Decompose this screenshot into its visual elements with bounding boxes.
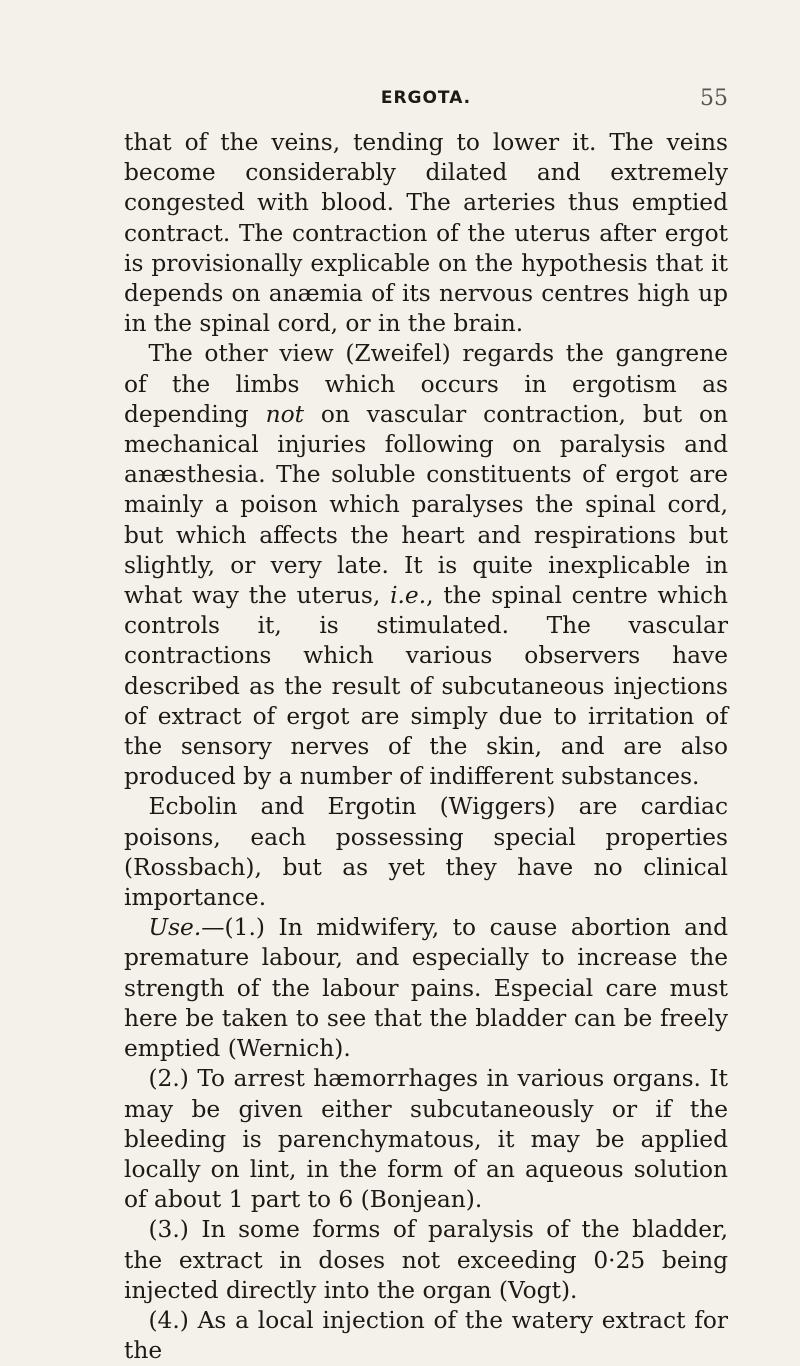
paragraph-use-2: (2.) To arrest hæmorrhages in various organs. It may be given either subcutaneously or if the bleeding is parenchymatous, it may be applied locally on lint, in the form of an aqueous solution of about 1 part to 6 (Bonjean). [124,1065,728,1214]
paragraph-continuation: that of the veins, tending to lower it. The veins become considerably dilated and extremely congested with blood. The arteries thus emptied contract. The contraction of the uterus after ergot is provisionally explicable on the hypothesis that it depends on anæmia of its nervous centres high up in the spinal cord, or in the brain. [124,129,728,338]
paragraph-use [124,913,728,1064]
text-segment: —(1.) In midwifery, to cause abortion and premature labour, and especially to increase the strength of the labour pains. Especial care must here be taken to see that the bladder can be freely emptied (Wernich). [124,914,728,1063]
emphasis-ie: i.e. [390,582,427,610]
page-header [124,88,728,112]
emphasis-not: not [265,400,304,428]
page-number: 55 [700,86,728,111]
paragraph-ecbolin: Ecbolin and Ergotin (Wiggers) are cardiac poisons, each possessing special properties (Rossbach), but as yet they have no clinical importance. [124,793,728,912]
paragraph-zweifel-view [124,339,728,792]
text-segment: , the spinal centre which controls it, is stimulated. The vascular contractions which various observers have described as the result of subcutaneous injections of extract of ergot are simply due to irritation of the sensory nerves of the skin, and are also produced by a number of indifferent substances. [124,582,729,791]
body-text [124,128,728,1366]
emphasis-use: Use. [148,914,202,942]
paragraph-use-4: (4.) As a local injection of the watery extract for the [124,1306,728,1365]
paragraph-use-3: (3.) In some forms of paralysis of the bladder, the extract in doses not exceeding 0·25 being injected directly into the organ (Vogt). [124,1216,728,1304]
running-title: ERGOTA. [380,88,472,108]
text-segment: on vascular contraction, but on mechanical injuries following on paralysis and anæsthesia. The soluble constituents of ergot are mainly a poison which paralyses the spinal cord, but which affects the heart and respirations but slightly, or very late. It is quite inexplicable in what way the uterus, [124,400,729,610]
text-segment: The other view (Zweifel) regards the gangrene of the limbs which occurs in ergotism as depending [124,340,728,428]
